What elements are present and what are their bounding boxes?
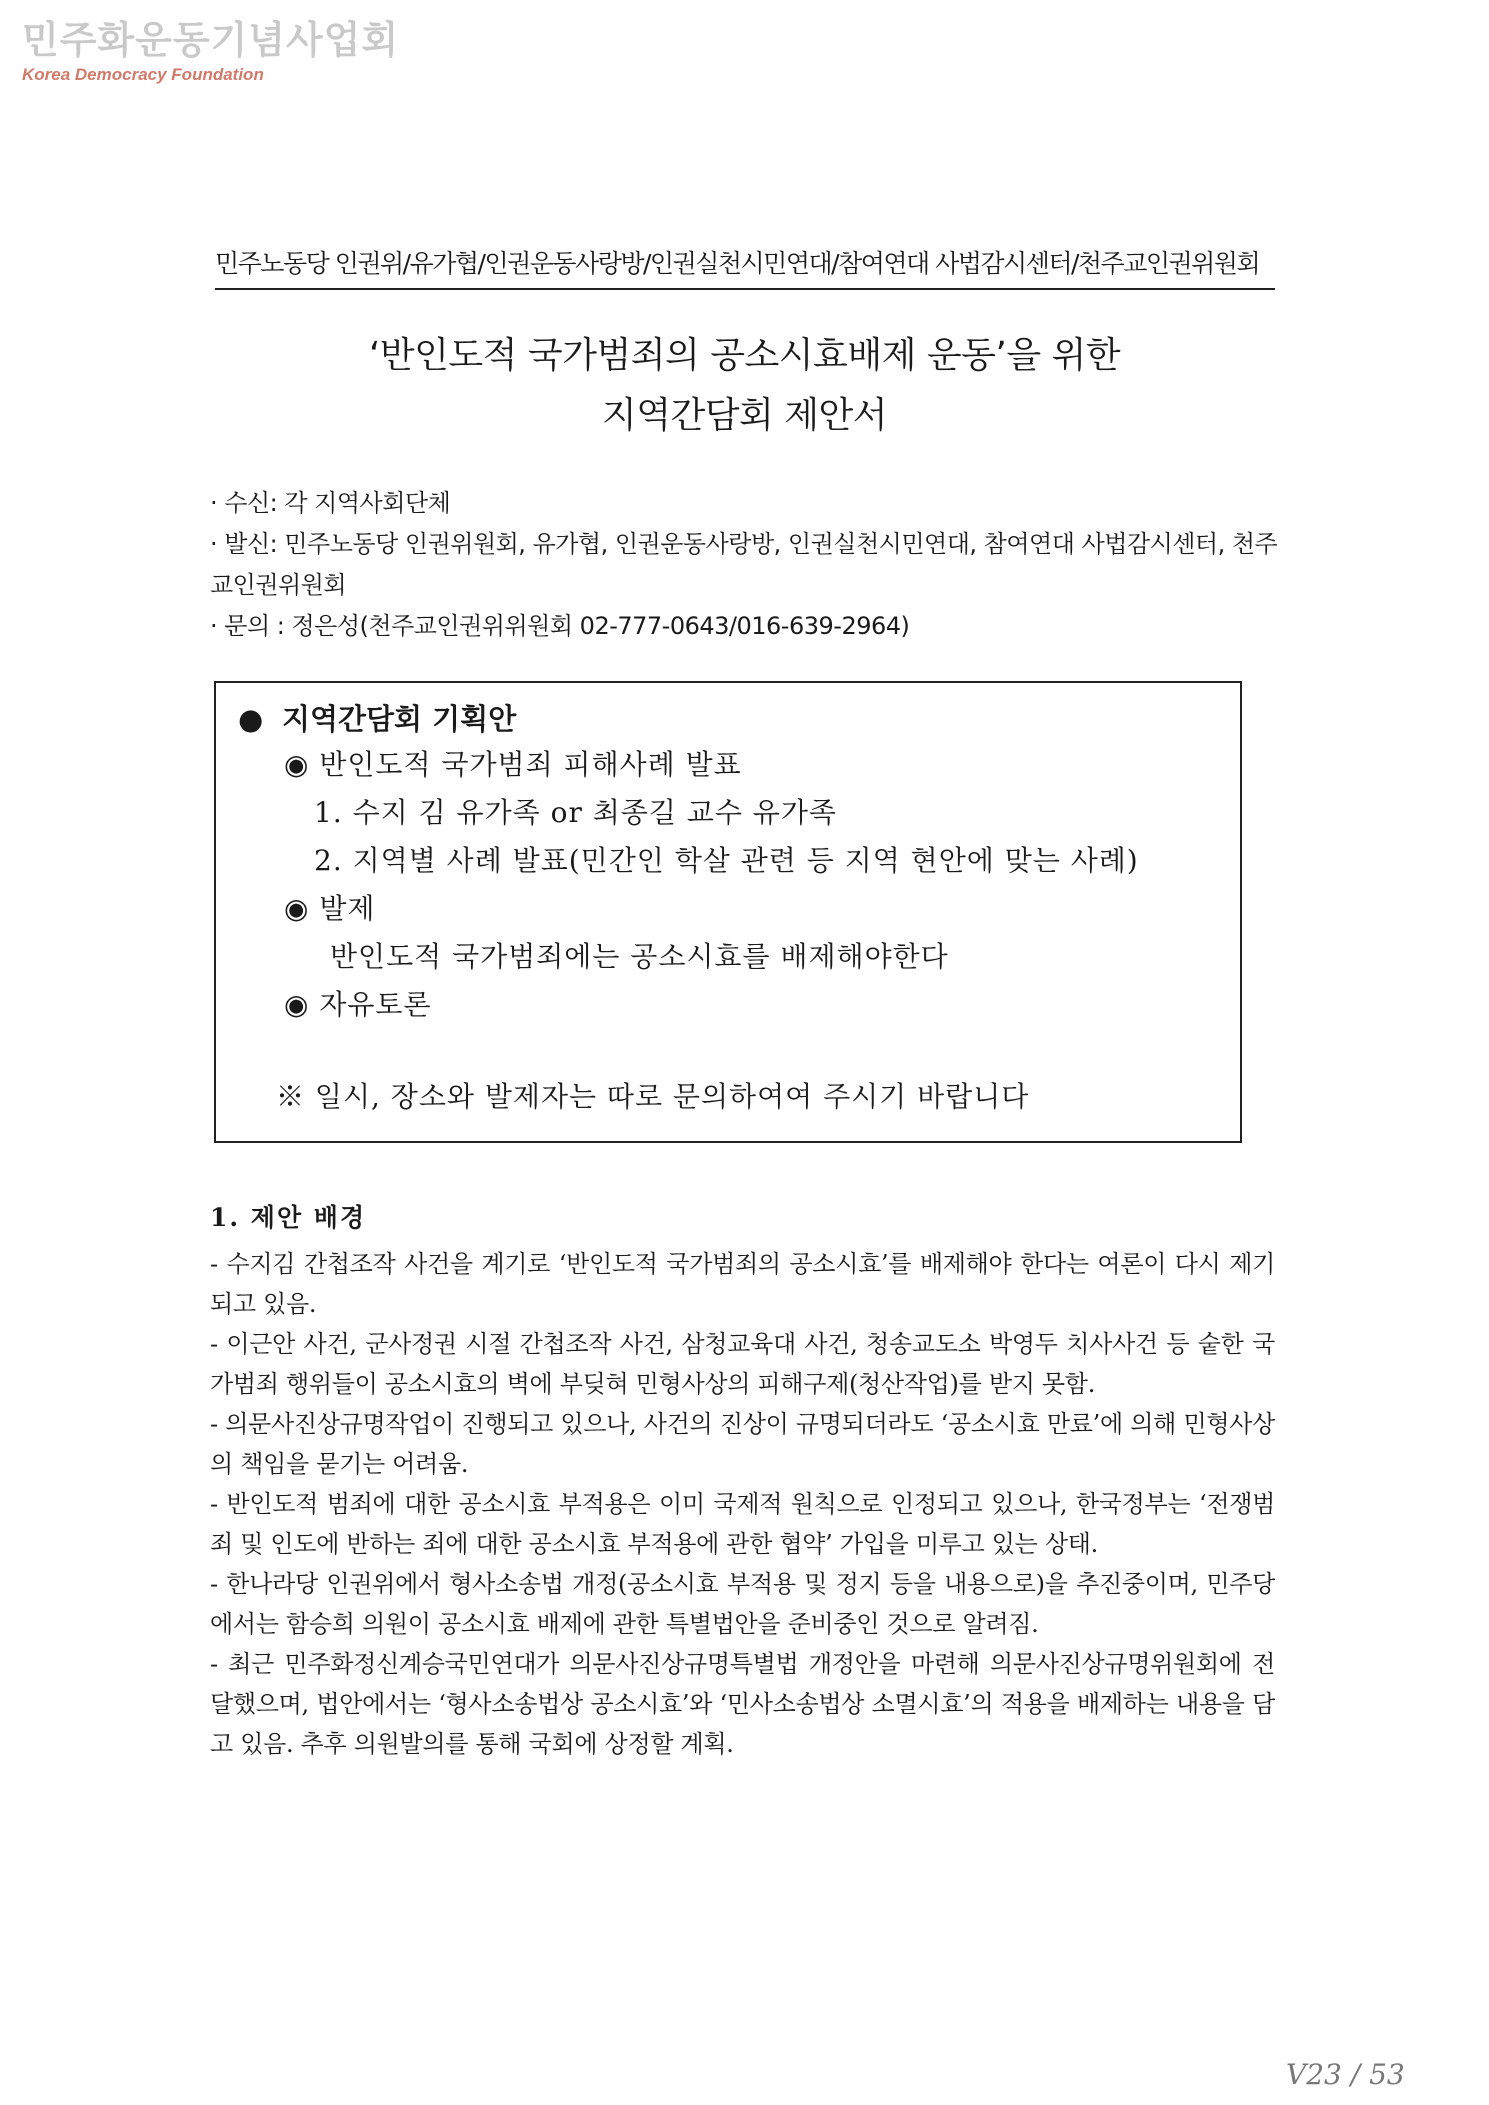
background-paragraph: - 의문사진상규명작업이 진행되고 있으나, 사건의 진상이 규명되더라도 ‘공소시효 만료’에 의해 민형사상의 책임을 묻기는 어려움. xyxy=(210,1410,1275,1478)
plan-heading xyxy=(238,697,516,738)
section-heading: 1. 제안 배경 xyxy=(210,1203,367,1232)
plan-box xyxy=(214,681,1242,1143)
document-title xyxy=(0,326,1489,446)
plan-subitem-2: 2. 지역별 사례 발표(민간인 학살 관련 등 지역 현안에 맞는 사례) xyxy=(314,844,1139,877)
background-paragraph: - 반인도적 범죄에 대한 공소시효 부적용은 이미 국제적 원칙으로 인정되고 있으나, 한국정부는 ‘전쟁범죄 및 인도에 반하는 죄에 대한 공소시효 부적용에 관한 협약’ 가입을 미루고 있는 상태. xyxy=(210,1490,1275,1558)
page-number-mark: V23 / 53 xyxy=(1286,2058,1405,2091)
background-paragraph: - 최근 민주화정신계승국민연대가 의문사진상규명특별법 개정안을 마련해 의문사진상규명위원회에 전달했으며, 법안에서는 ‘형사소송법상 공소시효’와 ‘민사소송법상 소멸시효’의 적용을 배제하는 내용을 담고 있음. 추후 의원발의를 통해 국회에 상정할 계획. xyxy=(210,1650,1275,1758)
document-meta xyxy=(210,483,1285,647)
background-paragraph: - 이근안 사건, 군사정권 시절 간첩조작 사건, 삼청교육대 사건, 청송교도소 박영두 치사사건 등 숱한 국가범죄 행위들이 공소시효의 벽에 부딪혀 민형사상의 피해구제(청산작업)를 받지 못함. xyxy=(210,1330,1275,1398)
plan-heading-text: 지역간담회 기획안 xyxy=(282,702,517,736)
contact-line: · 문의 : 정은성(천주교인권위위원회 02-777-0643/016-639-2964) xyxy=(210,612,910,640)
plan-note: ※ 일시, 장소와 발제자는 따로 문의하여여 주시기 바랍니다 xyxy=(276,1080,1030,1113)
recipient-line: · 수신: 각 지역사회단체 xyxy=(210,489,451,517)
watermark-korean: 민주화운동기념사업회 xyxy=(22,18,400,62)
bullet-icon: ● xyxy=(238,702,264,736)
plan-item-free-discussion: ◉ 자유토론 xyxy=(284,988,432,1021)
sender-line: · 발신: 민주노동당 인권위원회, 유가협, 인권운동사랑방, 인권실천시민연대, 참여연대 사법감시센터, 천주교인권위원회 xyxy=(210,530,1278,599)
plan-item-case-presentation: ◉ 반인도적 국가범죄 피해사례 발표 xyxy=(284,748,742,781)
organizations-header: 민주노동당 인권위/유가협/인권운동사랑방/인권실천시민연대/참여연대 사법감시센터/천주교인권위원회 xyxy=(215,244,1275,290)
plan-subitem-1: 1. 수지 김 유가족 or 최종길 교수 유가족 xyxy=(314,796,837,829)
title-line-2: 지역간담회 제안서 xyxy=(601,395,888,436)
background-paragraph: - 수지김 간첩조작 사건을 계기로 ‘반인도적 국가범죄의 공소시효’를 배제해야 한다는 여론이 다시 제기되고 있음. xyxy=(210,1250,1275,1318)
plan-item-presentation-topic: 반인도적 국가범죄에는 공소시효를 배제해야한다 xyxy=(330,940,949,973)
watermark-english: Korea Democracy Foundation xyxy=(22,65,264,84)
title-line-1: ‘반인도적 국가범죄의 공소시효배제 운동’을 위한 xyxy=(368,335,1121,376)
background-paragraph: - 한나라당 인권위에서 형사소송법 개정(공소시효 부적용 및 정지 등을 내용으로)을 추진중이며, 민주당에서는 함승희 의원이 공소시효 배제에 관한 특별법안을 준비중인 것으로 알려짐. xyxy=(210,1570,1275,1638)
section-proposal-background xyxy=(210,1198,1275,1764)
foundation-watermark xyxy=(22,18,399,86)
plan-item-presentation: ◉ 발제 xyxy=(284,892,376,925)
